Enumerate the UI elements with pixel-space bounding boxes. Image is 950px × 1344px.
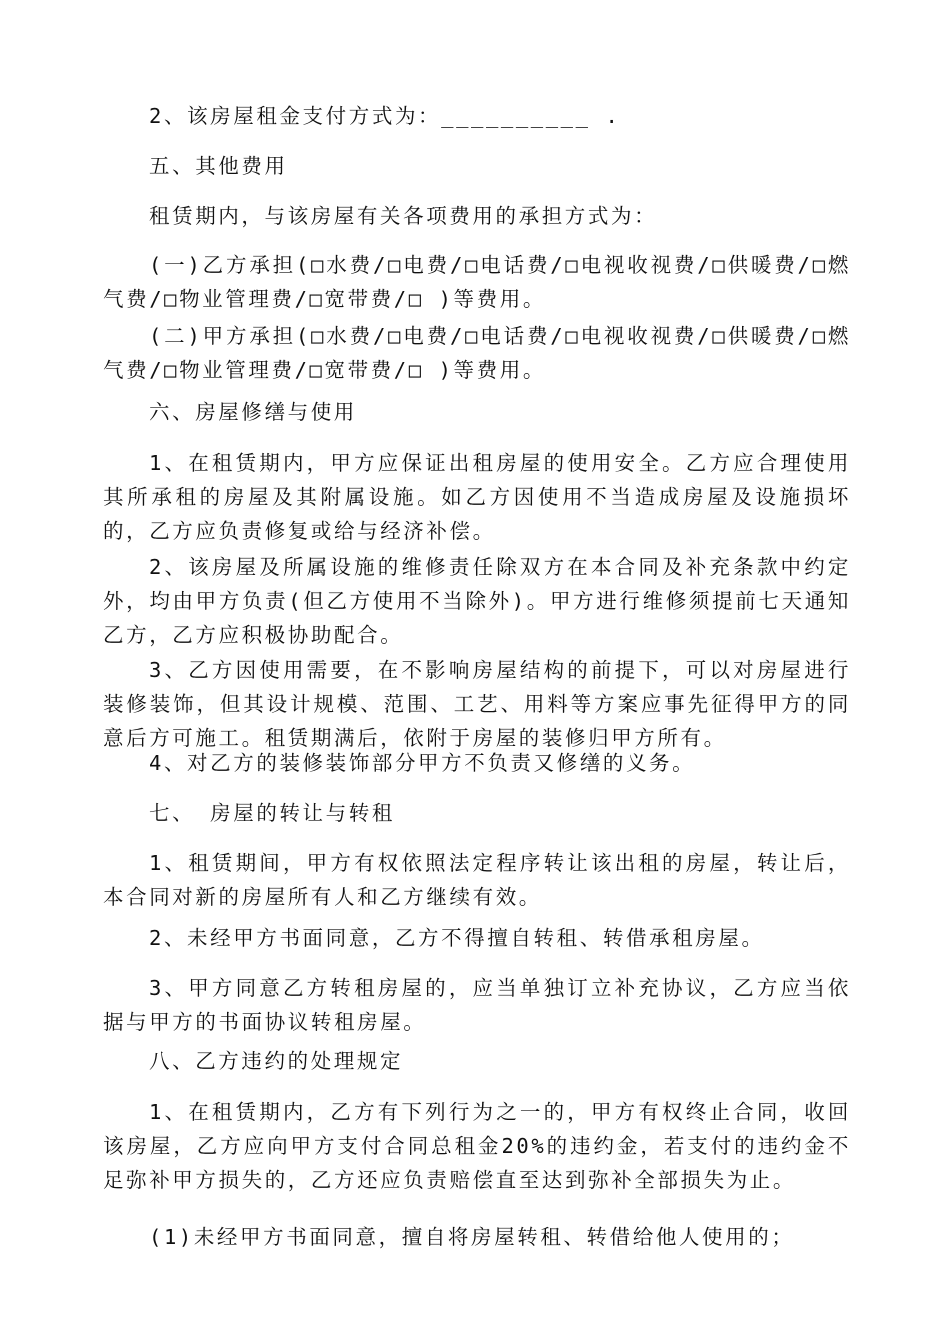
paragraph-tenant-fees: (一)乙方承担(□水费/□电费/□电话费/□电视收视费/□供暖费/□燃气费/□物业管理费/□宽带费/□ )等费用。	[103, 253, 851, 311]
paragraph-repair-3: 3、乙方因使用需要，在不影响房屋结构的前提下，可以对房屋进行装修装饰，但其设计规模、范围、工艺、用料等方案应事先征得甲方的同意后方可施工。租赁期满后，依附于房屋的装修归甲方所有。	[103, 658, 851, 750]
paragraph-repair-1: 1、在租赁期内，甲方应保证出租房屋的使用安全。乙方应合理使用其所承租的房屋及其附属设施。如乙方因使用不当造成房屋及设施损坏的，乙方应负责修复或给与经济补偿。	[103, 451, 851, 543]
paragraph-rent-payment: 2、该房屋租金支付方式为：__________ .	[149, 104, 621, 128]
paragraph-transfer-2: 2、未经甲方书面同意，乙方不得擅自转租、转借承租房屋。	[149, 926, 765, 950]
section-heading-other-fees: 五、其他费用	[149, 154, 288, 178]
paragraph-breach-1: 1、在租赁期内，乙方有下列行为之一的，甲方有权终止合同，收回该房屋，乙方应向甲方支付合同总租金20%的违约金，若支付的违约金不足弥补甲方损失的，乙方还应负责赔偿直至达到弥补全部损失为止。	[103, 1100, 851, 1192]
paragraph-transfer-3: 3、甲方同意乙方转租房屋的，应当单独订立补充协议，乙方应当依据与甲方的书面协议转租房屋。	[103, 976, 851, 1034]
paragraph-landlord-fees: (二)甲方承担(□水费/□电费/□电话费/□电视收视费/□供暖费/□燃气费/□物业管理费/□宽带费/□ )等费用。	[103, 324, 851, 382]
section-heading-repair: 六、房屋修缮与使用	[149, 400, 357, 424]
paragraph-repair-4: 4、对乙方的装修装饰部分甲方不负责又修缮的义务。	[149, 751, 696, 775]
paragraph-breach-item-1: (1)未经甲方书面同意，擅自将房屋转租、转借给他人使用的；	[149, 1225, 795, 1249]
paragraph-transfer-1: 1、租赁期间，甲方有权依照法定程序转让该出租的房屋，转让后，本合同对新的房屋所有人和乙方继续有效。	[103, 851, 851, 909]
section-heading-breach: 八、乙方违约的处理规定	[149, 1049, 404, 1073]
paragraph-repair-2: 2、该房屋及所属设施的维修责任除双方在本合同及补充条款中约定外，均由甲方负责(但乙方使用不当除外)。甲方进行维修须提前七天通知乙方，乙方应积极协助配合。	[103, 555, 851, 647]
paragraph-fee-arrangement: 租赁期内，与该房屋有关各项费用的承担方式为：	[149, 204, 658, 228]
section-heading-transfer: 七、 房屋的转让与转租	[149, 801, 395, 825]
